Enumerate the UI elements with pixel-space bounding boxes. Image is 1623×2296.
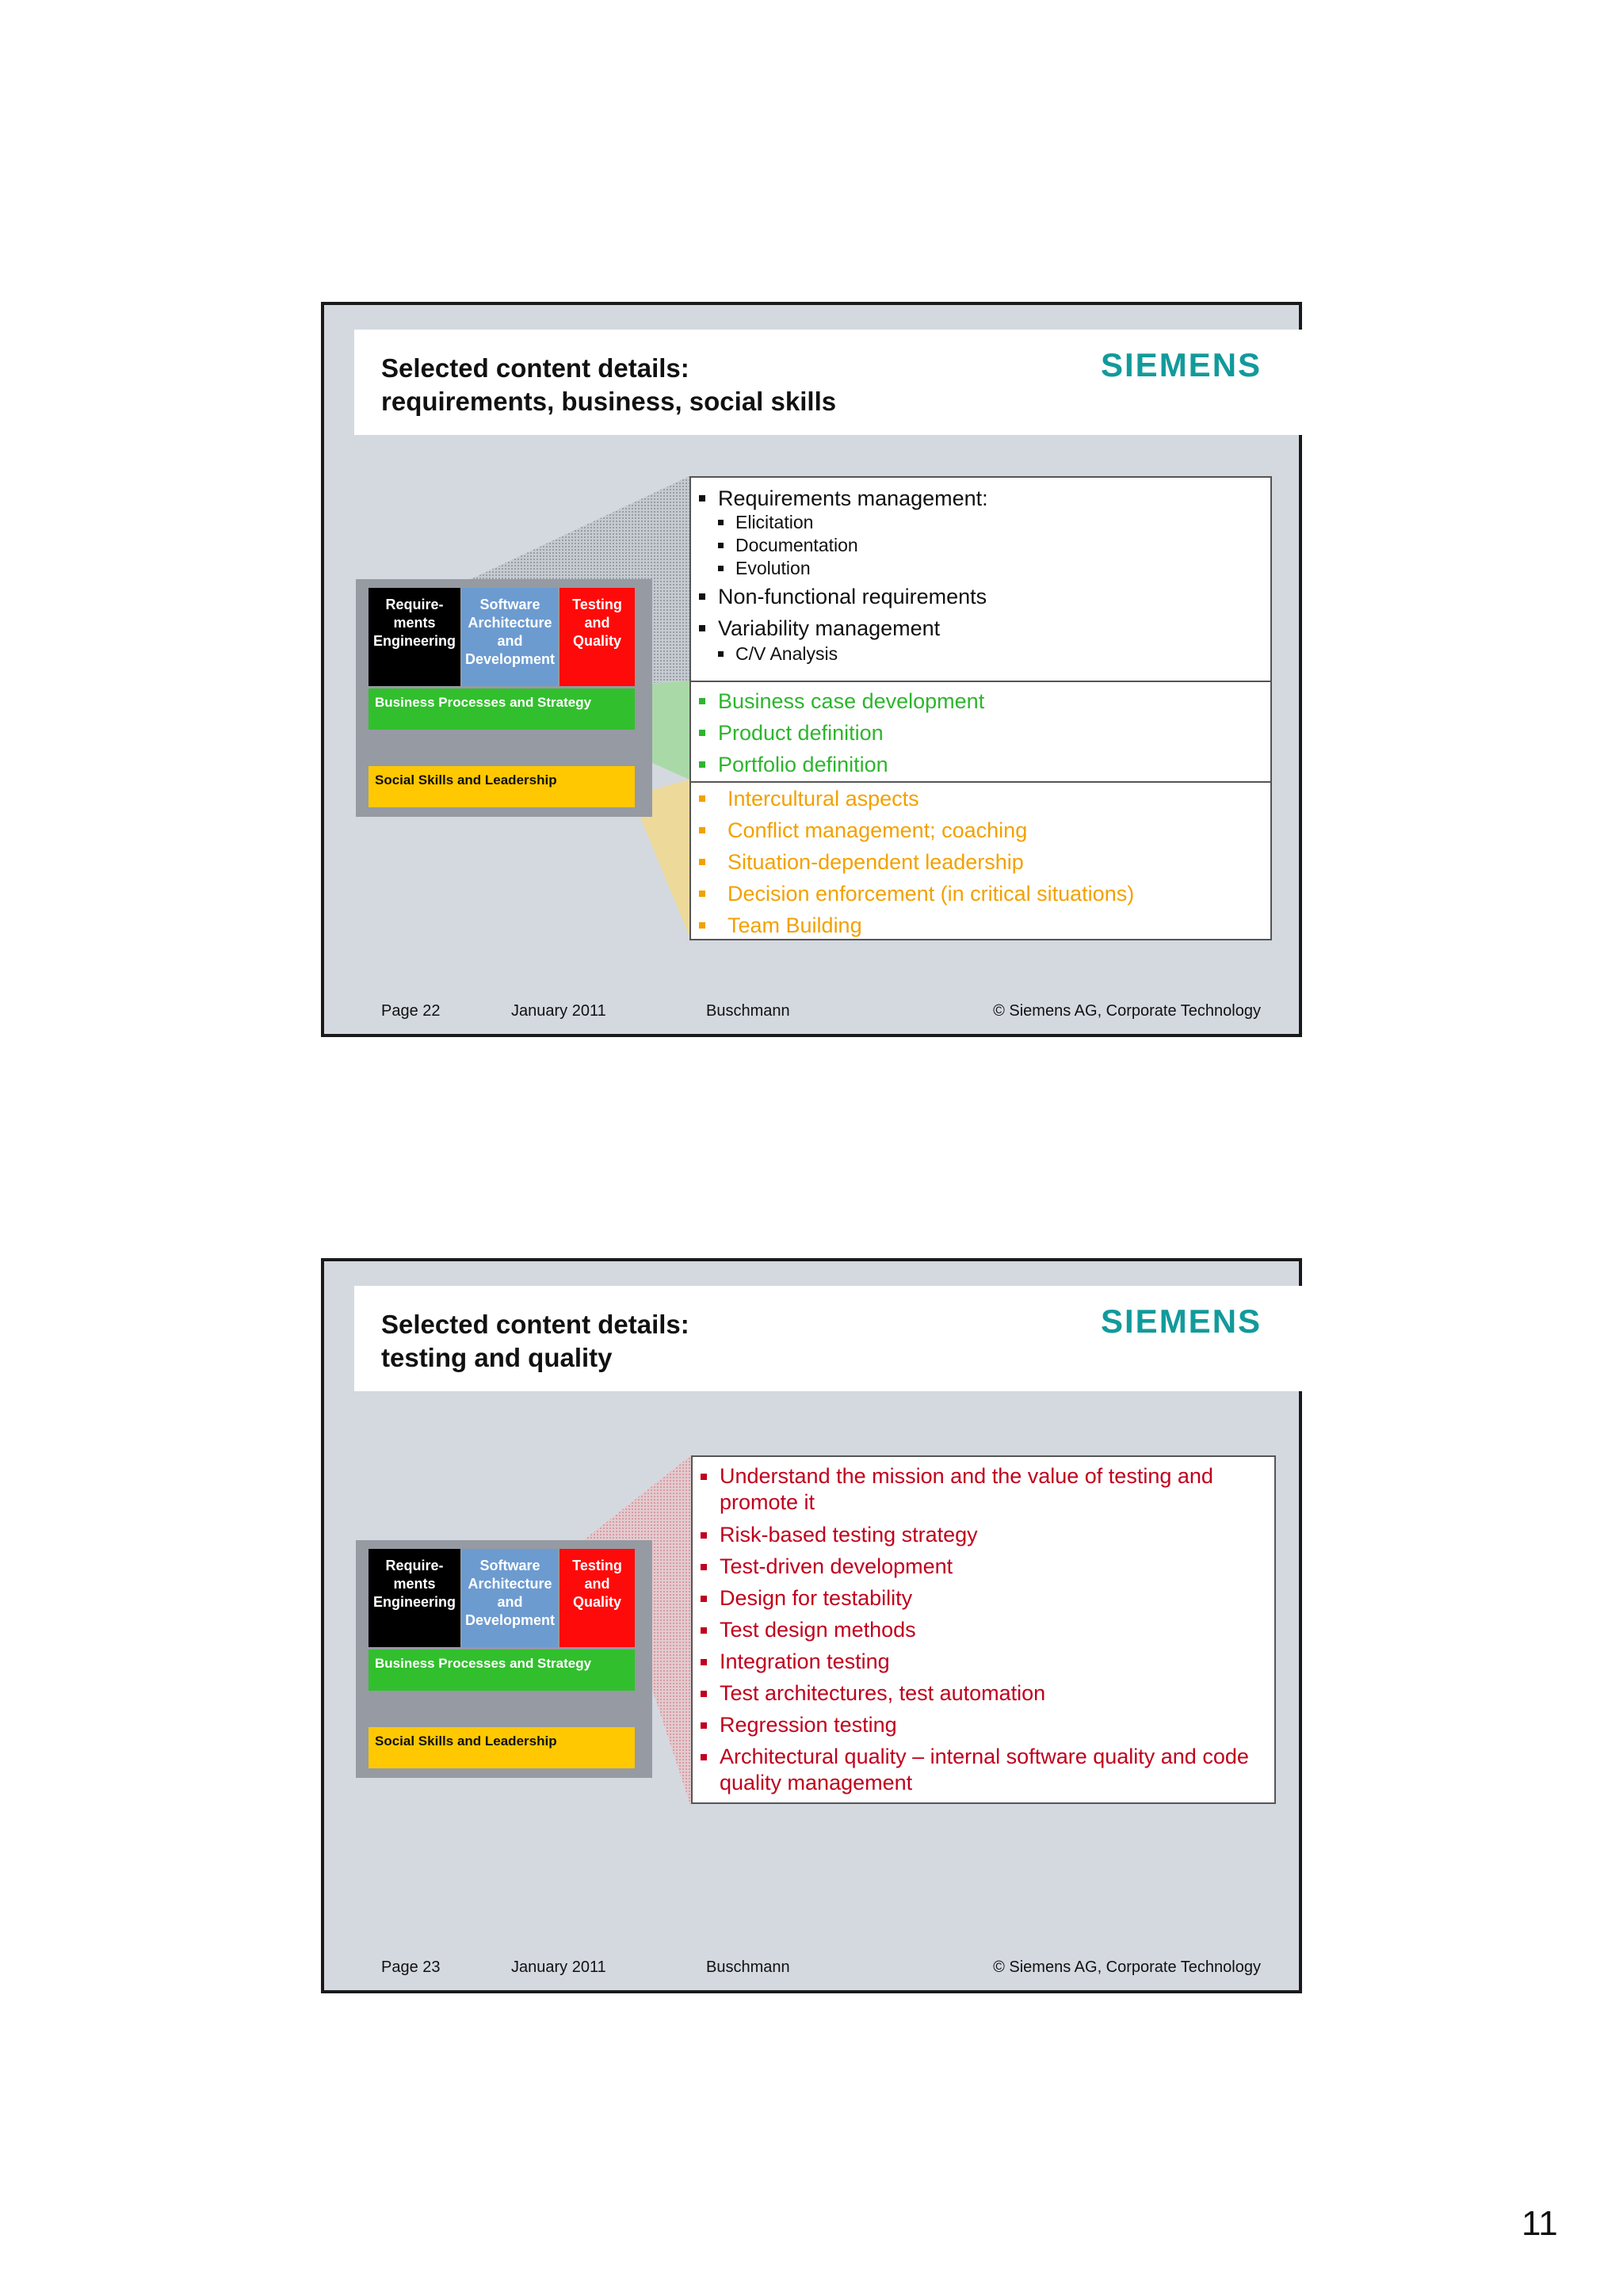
list-item: Integration testing bbox=[701, 1649, 1289, 1675]
bullet-icon bbox=[699, 730, 705, 736]
list-item: C/V Analysis bbox=[718, 643, 838, 666]
requirements-engineering-cell: Require- ments Engineering bbox=[369, 1549, 460, 1647]
bullet-icon bbox=[718, 566, 724, 571]
footer-date: January 2011 bbox=[511, 1002, 606, 1020]
curriculum-matrix bbox=[356, 579, 652, 817]
footer-date: January 2011 bbox=[511, 1958, 606, 1976]
title-line-2: requirements, business, social skills bbox=[381, 387, 837, 416]
page-number: 11 bbox=[1522, 2204, 1558, 2243]
bullet-icon bbox=[699, 859, 705, 865]
siemens-logo: SIEMENS bbox=[1101, 346, 1262, 383]
bullet-icon bbox=[699, 698, 705, 704]
bullet-icon bbox=[701, 1532, 707, 1539]
footer-page: Page 23 bbox=[381, 1958, 441, 1976]
list-item: Requirements management: bbox=[699, 484, 988, 513]
list-item: Non-functional requirements bbox=[699, 582, 987, 611]
list-item: Elicitation bbox=[718, 511, 813, 534]
bullet-icon bbox=[699, 495, 705, 502]
bullet-icon bbox=[701, 1627, 707, 1634]
business-processes-band: Business Processes and Strategy bbox=[369, 688, 635, 730]
list-item: Test design methods bbox=[701, 1617, 1289, 1643]
requirements-engineering-cell: Require- ments Engineering bbox=[369, 588, 460, 686]
slide-page-22 bbox=[321, 302, 1302, 1037]
title-line-1: Selected content details: bbox=[381, 1310, 689, 1339]
curriculum-matrix bbox=[356, 1540, 652, 1778]
list-item: Business case development bbox=[699, 687, 984, 715]
social-section bbox=[691, 781, 1270, 939]
list-item: Risk-based testing strategy bbox=[701, 1522, 1289, 1548]
software-architecture-cell: Software Architecture and Development bbox=[462, 588, 558, 686]
list-item: Evolution bbox=[718, 557, 811, 580]
list-item: Situation-dependent leadership bbox=[699, 848, 1024, 876]
bullet-icon bbox=[699, 625, 705, 631]
footer-copyright: © Siemens AG, Corporate Technology bbox=[993, 1958, 1261, 1976]
testing-quality-cell: Testing and Quality bbox=[559, 588, 635, 686]
list-item: Test architectures, test automation bbox=[701, 1680, 1289, 1707]
bullet-icon bbox=[699, 827, 705, 833]
siemens-logo: SIEMENS bbox=[1101, 1302, 1262, 1340]
bullet-icon bbox=[718, 651, 724, 657]
footer-copyright: © Siemens AG, Corporate Technology bbox=[993, 1002, 1261, 1020]
slide-page-23 bbox=[321, 1258, 1302, 1993]
list-item: Architectural quality – internal software quality and code quality management bbox=[701, 1744, 1289, 1796]
bullet-icon bbox=[701, 1691, 707, 1697]
details-panel bbox=[691, 1455, 1276, 1804]
list-item: Variability management bbox=[699, 614, 940, 643]
list-item: Team Building bbox=[699, 911, 862, 940]
list-item: Product definition bbox=[699, 719, 884, 747]
list-item: Understand the mission and the value of testing and promote it bbox=[701, 1463, 1289, 1516]
bullet-icon bbox=[699, 795, 705, 802]
software-architecture-cell: Software Architecture and Development bbox=[462, 1549, 558, 1647]
bullet-icon bbox=[701, 1659, 707, 1665]
list-item: Intercultural aspects bbox=[699, 784, 919, 813]
list-item: Decision enforcement (in critical situations) bbox=[699, 879, 1134, 908]
list-item: Test-driven development bbox=[701, 1554, 1289, 1580]
list-item: Design for testability bbox=[701, 1585, 1289, 1611]
bullet-icon bbox=[718, 543, 724, 548]
bullet-icon bbox=[718, 520, 724, 525]
bullet-icon bbox=[699, 922, 705, 929]
details-panel bbox=[689, 476, 1272, 940]
bullet-icon bbox=[699, 593, 705, 600]
list-item: Documentation bbox=[718, 534, 858, 557]
bullet-icon bbox=[699, 891, 705, 897]
list-item: Portfolio definition bbox=[699, 750, 888, 779]
bullet-icon bbox=[701, 1474, 707, 1480]
business-section bbox=[691, 681, 1270, 781]
social-skills-band: Social Skills and Leadership bbox=[369, 1727, 635, 1768]
business-processes-band: Business Processes and Strategy bbox=[369, 1650, 635, 1691]
social-skills-band: Social Skills and Leadership bbox=[369, 766, 635, 807]
title-line-1: Selected content details: bbox=[381, 353, 689, 383]
testing-quality-cell: Testing and Quality bbox=[559, 1549, 635, 1647]
list-item: Conflict management; coaching bbox=[699, 816, 1027, 845]
bullet-icon bbox=[701, 1722, 707, 1729]
bullet-icon bbox=[701, 1564, 707, 1570]
footer-page: Page 22 bbox=[381, 1002, 441, 1020]
bullet-icon bbox=[701, 1596, 707, 1602]
footer-author: Buschmann bbox=[706, 1002, 790, 1020]
bullet-icon bbox=[699, 761, 705, 768]
requirements-section bbox=[691, 478, 1270, 681]
footer-author: Buschmann bbox=[706, 1958, 790, 1976]
title-line-2: testing and quality bbox=[381, 1343, 613, 1372]
list-item: Regression testing bbox=[701, 1712, 1289, 1738]
bullet-icon bbox=[701, 1754, 707, 1760]
